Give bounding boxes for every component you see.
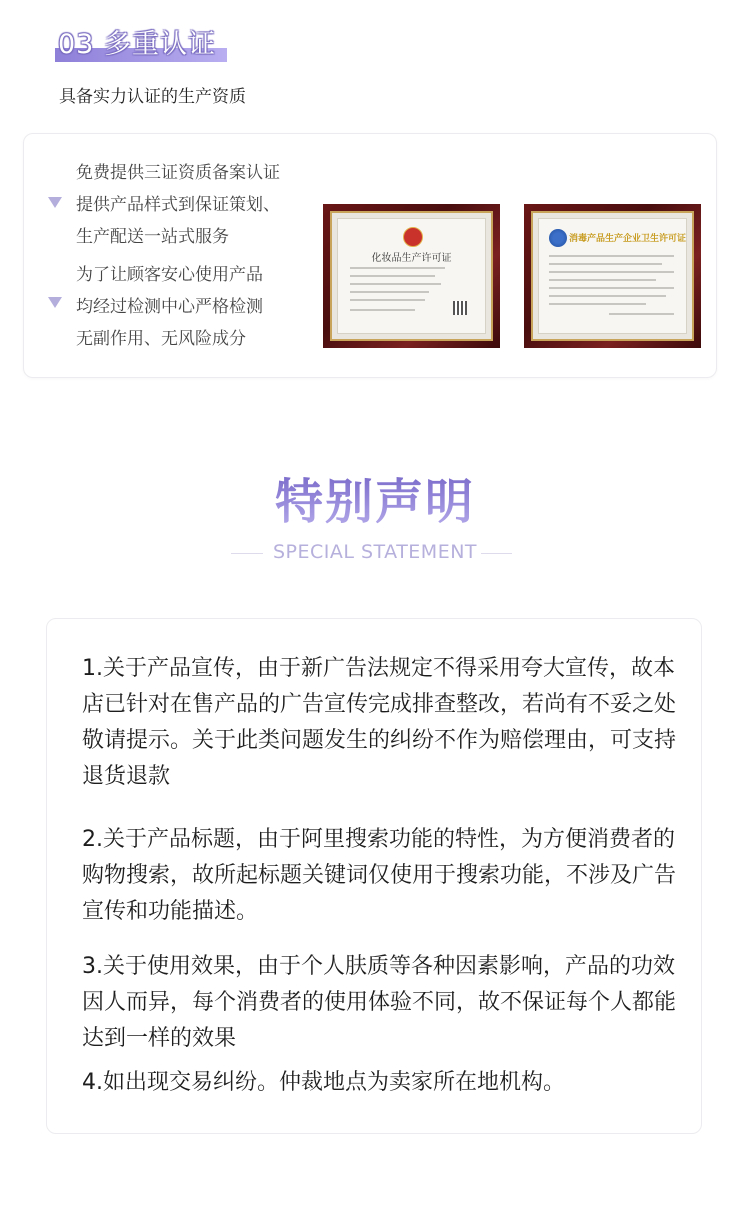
cert-text-line: 均经过检测中心严格检测: [76, 297, 263, 317]
statement-card: [46, 618, 702, 1134]
section-header: [55, 22, 230, 66]
national-emblem-icon: [403, 227, 423, 247]
statement-paragraph: 2.关于产品标题，由于阿里搜索功能的特性，为方便消费者的购物搜索，故所起标题关键词仅使用于搜索功能，不涉及广告宣传和功能描述。: [82, 827, 677, 924]
certificate-image: [538, 218, 687, 334]
certificate-frame-hygiene-license: [524, 204, 701, 348]
certificate-image: [337, 218, 486, 334]
divider-right: [481, 553, 512, 554]
cert-text-line: 提供产品样式到保证策划、: [76, 195, 280, 215]
certificate-title: 化妆品生产许可证: [371, 253, 452, 264]
certification-card: [23, 133, 717, 378]
triangle-bullet-icon: [48, 197, 62, 208]
cert-text-line: 无副作用、无风险成分: [76, 329, 246, 349]
statement-title: 特别声明: [0, 463, 750, 532]
certificate-title: 消毒产品生产企业卫生许可证: [569, 234, 687, 244]
statement-subtitle: SPECIAL STATEMENT: [272, 541, 478, 563]
cert-text-line: 生产配送一站式服务: [76, 227, 229, 247]
section-subtitle: 具备实力认证的生产资质: [59, 87, 246, 107]
cert-text-line: 免费提供三证资质备案认证: [76, 163, 280, 183]
seal-logo-icon: [549, 229, 567, 247]
section-title: 03 多重认证: [58, 29, 216, 60]
certificate-frame-production-license: [323, 204, 500, 348]
statement-paragraph: 3.关于使用效果，由于个人肤质等各种因素影响，产品的功效因人而异，每个消费者的使用体验不同，故不保证每个人都能达到一样的效果: [82, 954, 677, 1051]
statement-paragraph: 4.如出现交易纠纷。仲裁地点为卖家所在地机构。: [82, 1070, 565, 1095]
cert-text-line: 为了让顾客安心使用产品: [76, 265, 263, 285]
qr-code-icon: [453, 301, 467, 315]
triangle-bullet-icon: [48, 297, 62, 308]
statement-paragraph: 1.关于产品宣传，由于新广告法规定不得采用夸大宣传，故本店已针对在售产品的广告宣传完成排查整改，若尚有不妥之处敬请提示。关于此类问题发生的纠纷不作为赔偿理由，可支持退货退款: [82, 656, 677, 789]
